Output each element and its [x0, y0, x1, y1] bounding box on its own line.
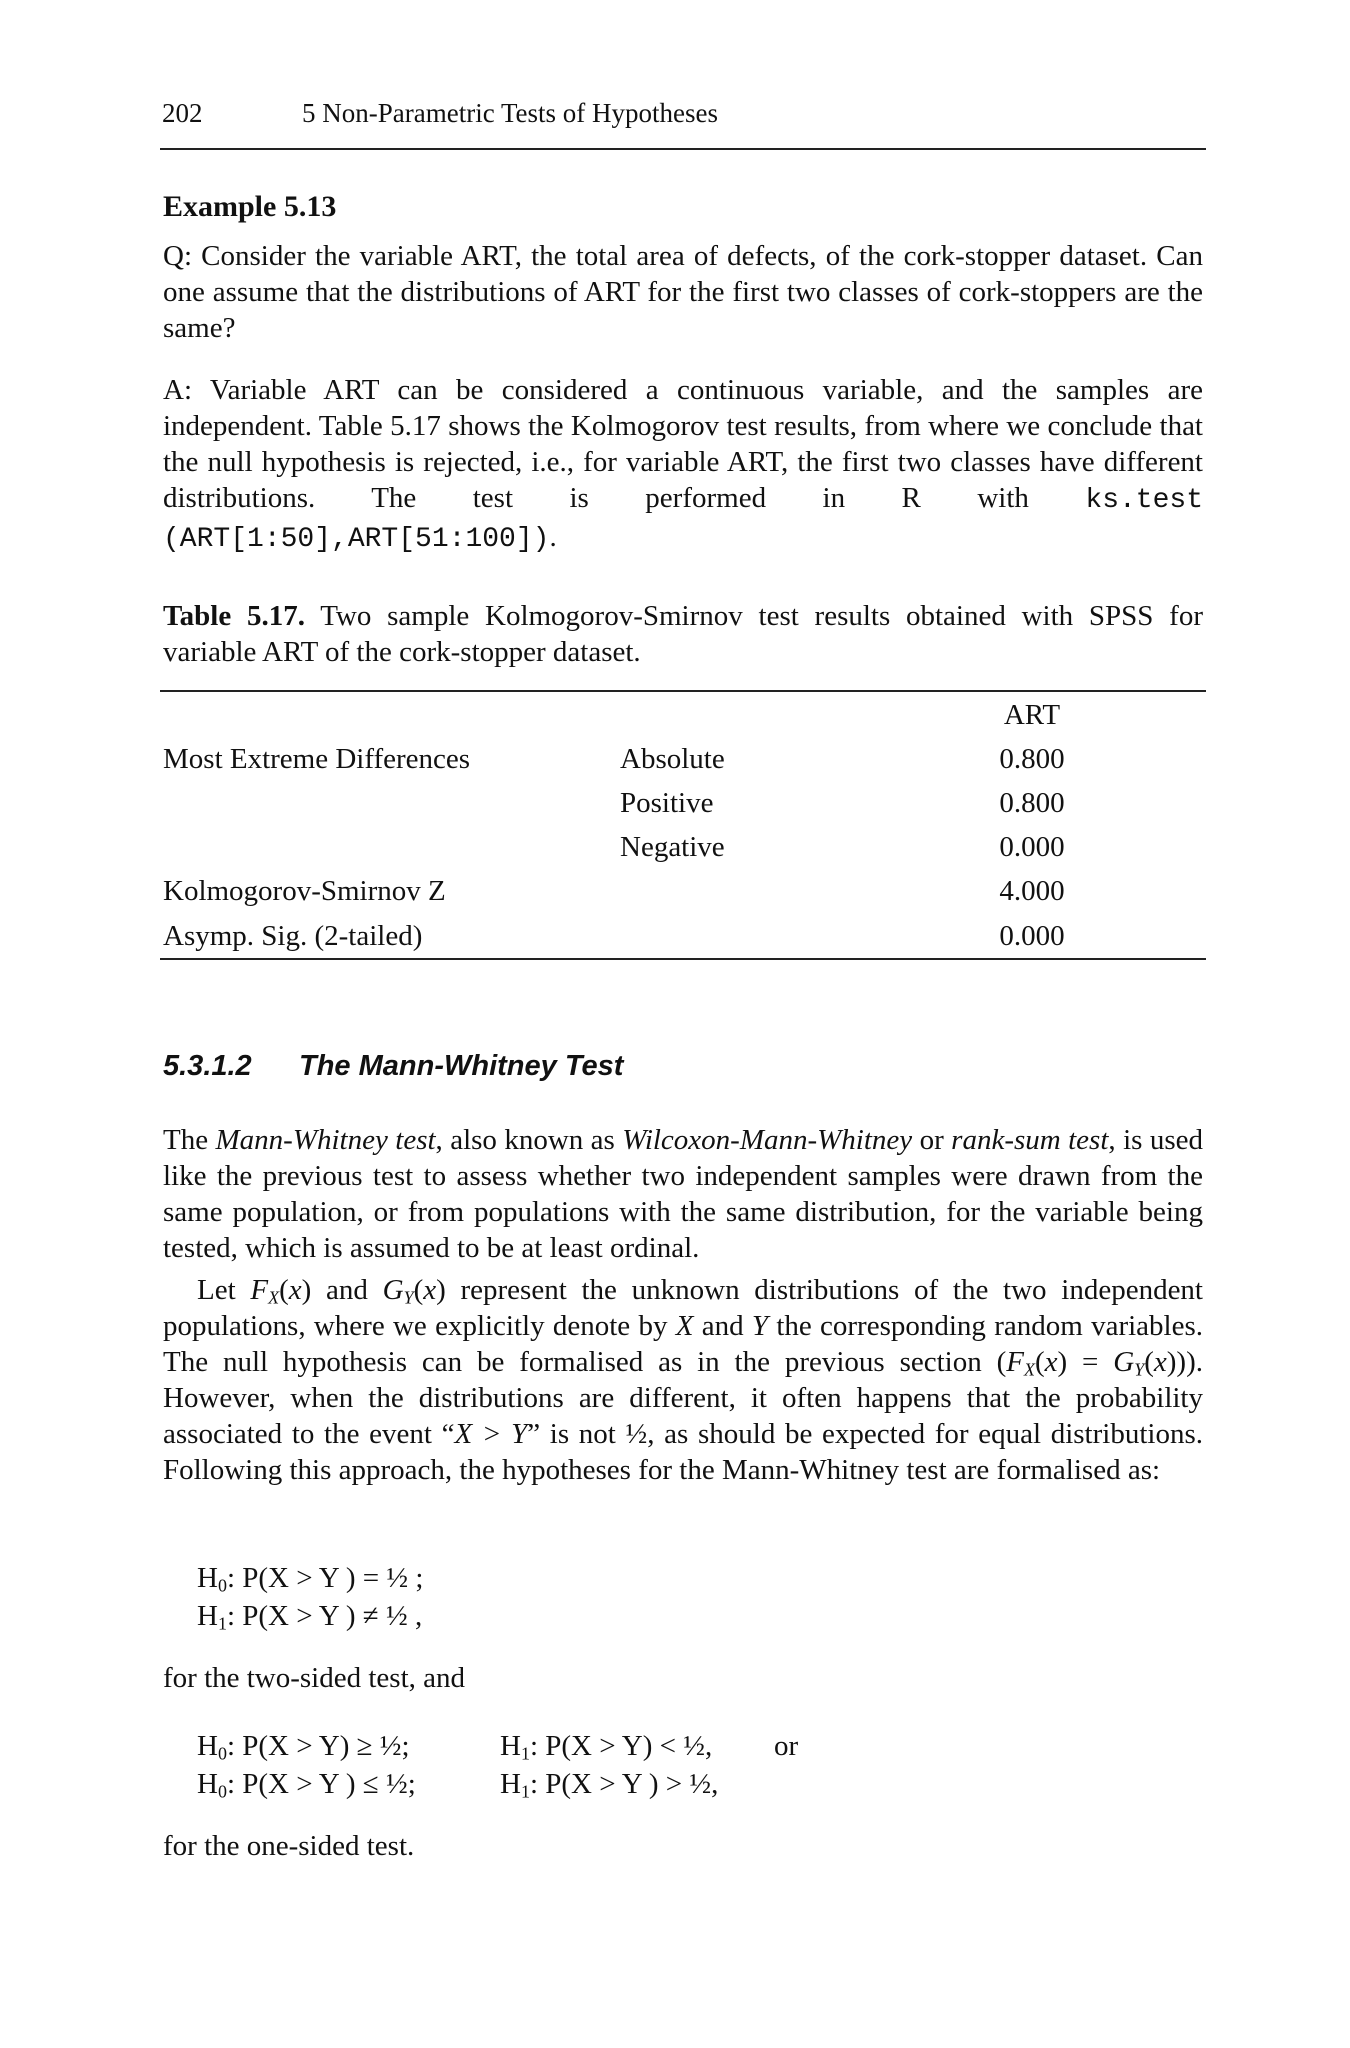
text-run: ” is not ½, as should be expected for equal distributions. Following this approach, the hypotheses for the Mann-Whitney test are formalised as: — [163, 1418, 1203, 1486]
hypothesis-text: : P(X > Y ) > ½, — [529, 1768, 719, 1800]
two-sided-note: for the two-sided test, and — [163, 1662, 466, 1694]
table-caption-label: Table 5.17. — [163, 600, 305, 632]
table-row-value: 0.000 — [999, 920, 1065, 952]
or-word: or — [774, 1730, 799, 1762]
one-sided-note: for the one-sided test. — [163, 1830, 415, 1862]
hypothesis-text: : P(X > Y ) ≤ ½; — [226, 1768, 416, 1800]
header-rule — [160, 148, 1206, 150]
text-run: , also known as — [435, 1124, 623, 1156]
text-run: the corresponding random variables. The null hypothesis can be formalised as in the previous section ( — [163, 1310, 1203, 1378]
table-row-sublabel: Absolute — [620, 743, 725, 775]
section-number: 5.3.1.2 — [163, 1050, 252, 1082]
table-caption — [163, 598, 1203, 670]
page-number: 202 — [162, 98, 203, 128]
table-caption-text: Two sample Kolmogorov-Smirnov test results obtained with SPSS for variable ART of the cork-stopper dataset. — [163, 600, 1203, 668]
table-row-value: 0.800 — [999, 743, 1065, 775]
answer-text: A: Variable ART can be considered a continuous variable, and the samples are independent. Table 5.17 shows the Kolmogorov test results, from where we conclude that the null hypothesis is rejected, i.e., for variable ART, the first two classes have different distributions. The test is performed in R with — [163, 374, 1203, 514]
table-row-label: Most Extreme Differences — [163, 743, 471, 775]
table-row-label: Asymp. Sig. (2-tailed) — [163, 920, 423, 952]
table-top-rule — [160, 690, 1206, 692]
text-run: and — [693, 1310, 752, 1342]
running-header-title: 5 Non-Parametric Tests of Hypotheses — [302, 98, 719, 128]
body-paragraph-2: Let $F_X(x)$ and $G_Y(x)$ represent the unknown distributions of the two independent populations, where we explicitly denote by X and Y the corresponding random variables. The null hypothesis can be formalised as in the previous section $(F_X(x) = G_Y(x))$). However, when the distributions are different, it often happens that the probability associated to the event “X > Y” is not ½, as should be expected for equal distributions. Following this approach, the hypotheses for the Mann-Whitney test are formalised as: — [163, 1274, 1203, 1486]
table-bottom-rule — [160, 958, 1206, 960]
section-heading — [163, 1050, 624, 1083]
table-column-header: ART — [1003, 699, 1061, 731]
hypothesis-text: : P(X > Y) ≥ ½; — [226, 1730, 410, 1762]
example-title: Example 5.13 — [163, 190, 337, 223]
hypothesis-h1-two-sided: $H_1$: P(X > Y ) ≠ ½ , — [197, 1600, 423, 1634]
example-question: Q: Consider the variable ART, the total area of defects, of the cork-stopper dataset. Can one assume that the distributions of ART for the first two classes of cork-stoppers are the same? — [163, 240, 1203, 344]
hypothesis-h0-one-sided-2: $H_0$: P(X > Y ) ≤ ½; — [197, 1768, 416, 1802]
table-row-value: 0.000 — [999, 831, 1065, 863]
answer-code: ks.test (ART[1:50],ART[51:100]) — [163, 485, 1204, 555]
term-rank-sum: rank-sum test — [951, 1124, 1109, 1156]
hypothesis-text: : P(X > Y ) ≠ ½ , — [226, 1600, 423, 1632]
section-title: The Mann-Whitney Test — [299, 1050, 624, 1082]
var-x: X — [675, 1310, 694, 1342]
table-row-value: 4.000 — [999, 875, 1065, 907]
hypothesis-h1-one-sided-2: $H_1$: P(X > Y ) > ½, — [500, 1768, 719, 1802]
text-run: or — [912, 1124, 952, 1156]
text-run: The — [163, 1124, 216, 1156]
text-run: and — [311, 1274, 383, 1306]
term-wilcoxon: Wilcoxon-Mann-Whitney — [622, 1124, 913, 1156]
hypothesis-text: : P(X > Y) < ½, — [529, 1730, 713, 1762]
hypothesis-h0-two-sided: $H_0$: P(X > Y ) = ½ ; — [197, 1562, 424, 1596]
example-answer — [163, 372, 1203, 558]
text-run: )). However, when the distributions are different, it often happens that the probability associated to the event “ — [163, 1346, 1203, 1450]
hypothesis-h0-one-sided-1: $H_0$: P(X > Y) ≥ ½; — [197, 1730, 410, 1764]
table-row-sublabel: Positive — [620, 787, 714, 819]
table-row-label: Kolmogorov-Smirnov Z — [163, 875, 446, 907]
table-row-sublabel: Negative — [620, 831, 725, 863]
hypothesis-h1-one-sided-1: $H_1$: P(X > Y) < ½, — [500, 1730, 713, 1764]
event-x-gt-y: X > Y — [454, 1418, 528, 1450]
var-y: Y — [751, 1310, 769, 1342]
text-run: Let — [197, 1274, 251, 1306]
body-paragraph-1 — [163, 1122, 1203, 1266]
table-row-value: 0.800 — [999, 787, 1065, 819]
hypothesis-text: : P(X > Y ) = ½ ; — [226, 1562, 424, 1594]
text-run: represent the unknown distributions of the two independent populations, where we explicitly denote by — [163, 1274, 1203, 1342]
text-run: , is used like the previous test to assess whether two independent samples were drawn from the same population, or from populations with the same distribution, for the variable being tested, which is assumed to be at least ordinal. — [163, 1124, 1203, 1264]
answer-end: . — [549, 521, 557, 553]
term-mann-whitney: Mann-Whitney test — [215, 1124, 436, 1156]
